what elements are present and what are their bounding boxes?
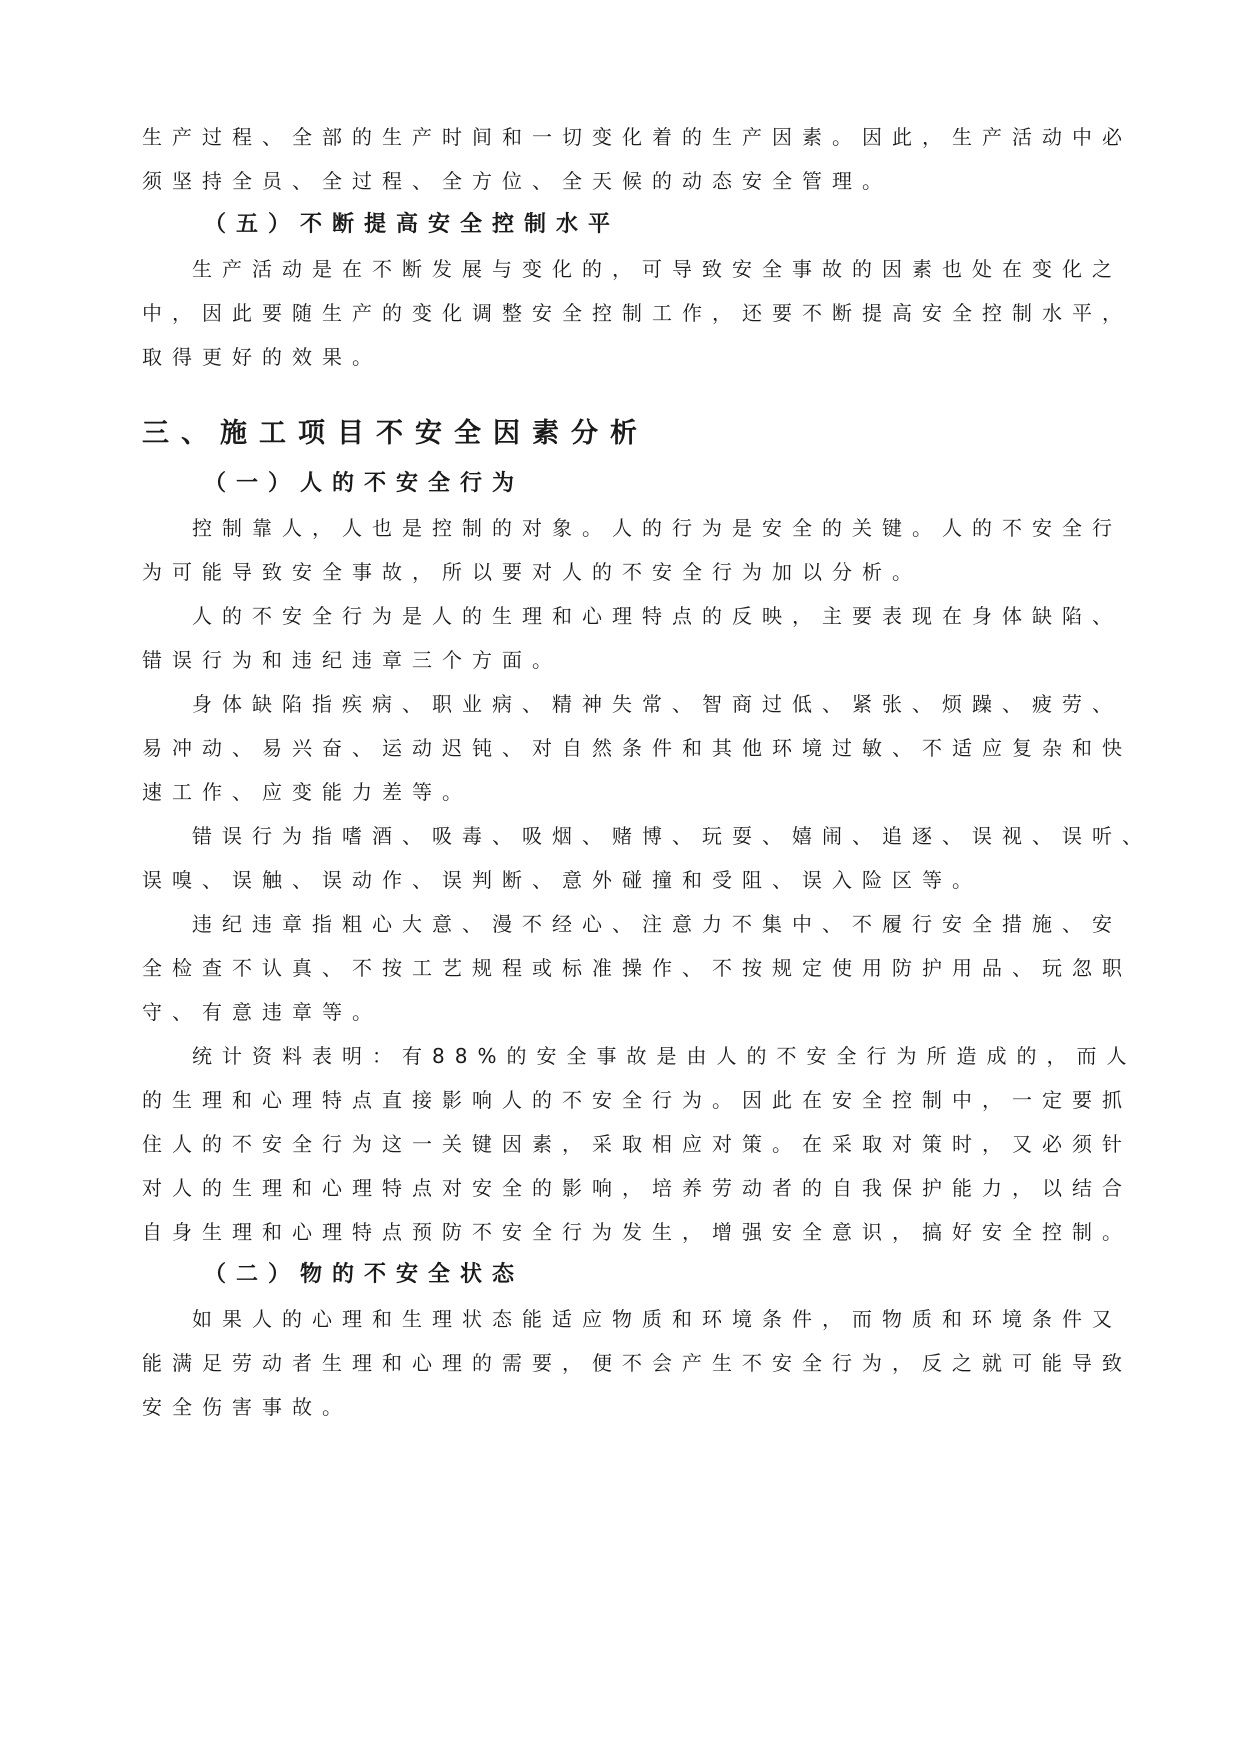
body-line: 统计资料表明：有88%的安全事故是由人的不安全行为所造成的，而人 xyxy=(192,1044,1137,1068)
body-line: 控制靠人，人也是控制的对象。人的行为是安全的关键。人的不安全行 xyxy=(192,516,1122,540)
body-line: 须坚持全员、全过程、全方位、全天候的动态安全管理。 xyxy=(142,169,892,193)
body-line: 中，因此要随生产的变化调整安全控制工作，还要不断提高安全控制水平， xyxy=(142,301,1132,325)
body-line: 人的不安全行为是人的生理和心理特点的反映，主要表现在身体缺陷、 xyxy=(192,604,1122,628)
section-heading: （五）不断提高安全控制水平 xyxy=(204,212,621,237)
body-line: 生产过程、全部的生产时间和一切变化着的生产因素。因此，生产活动中必 xyxy=(142,125,1132,149)
body-line: 错误行为指嗜酒、吸毒、吸烟、赌博、玩耍、嬉闹、追逐、误视、误听、 xyxy=(192,824,1152,848)
body-line: 住人的不安全行为这一关键因素，采取相应对策。在采取对策时，又必须针 xyxy=(142,1132,1132,1156)
body-line: 速工作、应变能力差等。 xyxy=(142,780,472,804)
body-line: 错误行为和违纪违章三个方面。 xyxy=(142,648,562,672)
body-line: 能满足劳动者生理和心理的需要，便不会产生不安全行为，反之就可能导致 xyxy=(142,1351,1132,1375)
body-line: 取得更好的效果。 xyxy=(142,345,382,369)
body-line: 身体缺陷指疾病、职业病、精神失常、智商过低、紧张、烦躁、疲劳、 xyxy=(192,692,1122,716)
body-line: 为可能导致安全事故，所以要对人的不安全行为加以分析。 xyxy=(142,560,922,584)
body-line: 自身生理和心理特点预防不安全行为发生，增强安全意识，搞好安全控制。 xyxy=(142,1220,1132,1244)
body-line: 误嗅、误触、误动作、误判断、意外碰撞和受阻、误入险区等。 xyxy=(142,868,982,892)
chapter-heading: 三、施工项目不安全因素分析 xyxy=(142,418,649,449)
section-heading: （二）物的不安全状态 xyxy=(204,1262,525,1287)
body-line: 对人的生理和心理特点对安全的影响，培养劳动者的自我保护能力，以结合 xyxy=(142,1176,1132,1200)
body-line: 的生理和心理特点直接影响人的不安全行为。因此在安全控制中，一定要抓 xyxy=(142,1088,1132,1112)
body-line: 安全伤害事故。 xyxy=(142,1395,352,1419)
body-line: 全检查不认真、不按工艺规程或标准操作、不按规定使用防护用品、玩忽职 xyxy=(142,956,1132,980)
body-line: 守、有意违章等。 xyxy=(142,1000,382,1024)
body-line: 生产活动是在不断发展与变化的，可导致安全事故的因素也处在变化之 xyxy=(192,257,1122,281)
section-heading: （一）人的不安全行为 xyxy=(204,471,525,496)
body-line: 违纪违章指粗心大意、漫不经心、注意力不集中、不履行安全措施、安 xyxy=(192,912,1122,936)
body-line: 易冲动、易兴奋、运动迟钝、对自然条件和其他环境过敏、不适应复杂和快 xyxy=(142,736,1132,760)
body-line: 如果人的心理和生理状态能适应物质和环境条件，而物质和环境条件又 xyxy=(192,1307,1122,1331)
